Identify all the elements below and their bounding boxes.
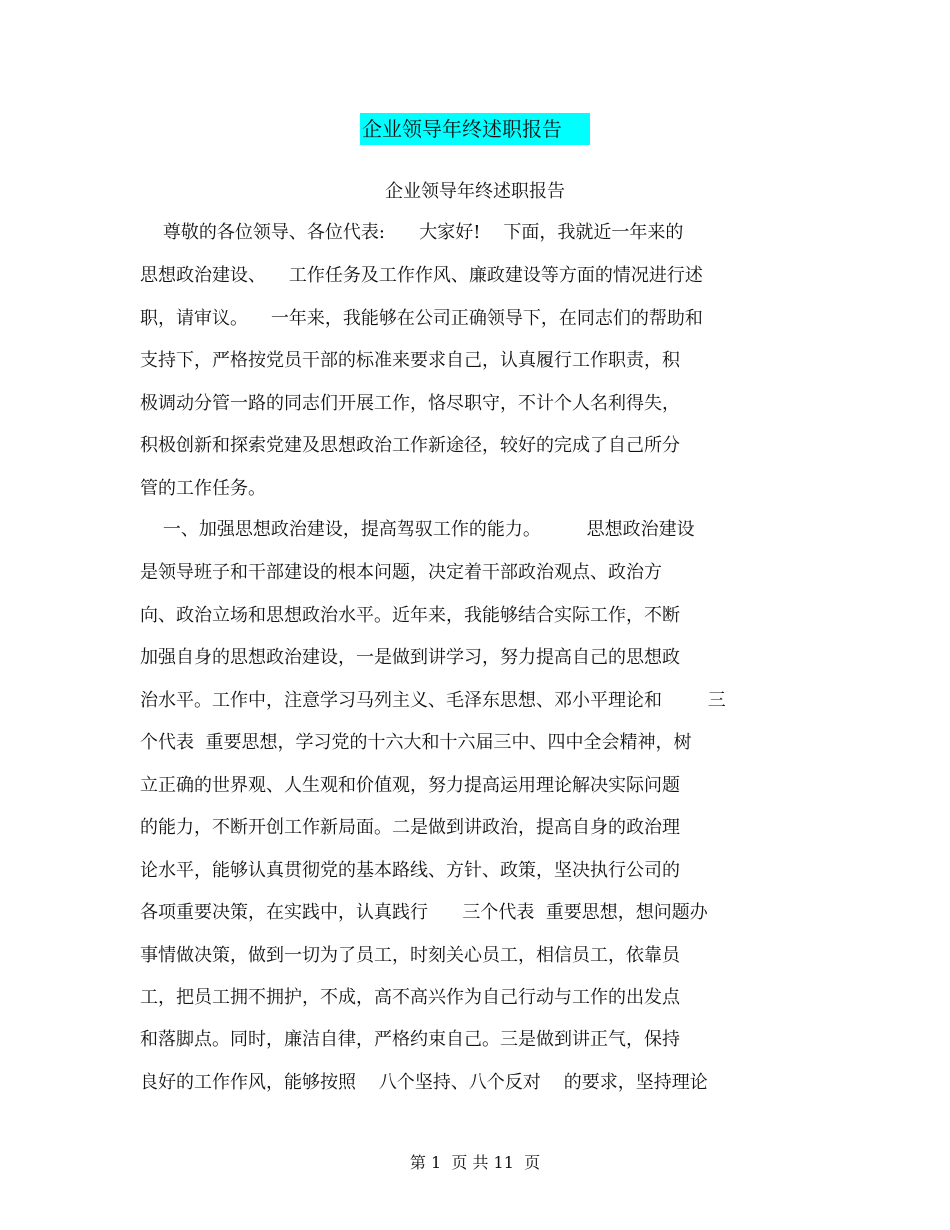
body-line: 管的工作任务。 bbox=[140, 478, 266, 499]
body-line: 个代表 重要思想，学习党的十六大和十六届三中、四中全会精神，树 bbox=[140, 732, 692, 753]
body-line: 极调动分管一路的同志们开展工作，恪尽职守，不计个人名利得失， bbox=[140, 393, 680, 414]
body-line: 职，请审议。 一年来，我能够在公司正确领导下，在同志们的帮助和 bbox=[140, 308, 703, 329]
body-line: 积极创新和探索党建及思想政治工作新途径，较好的完成了自己所分 bbox=[140, 435, 680, 456]
body-line: 论水平，能够认真贯彻党的基本路线、方针、政策，坚决执行公司的 bbox=[140, 860, 680, 881]
body-line: 加强自身的思想政治建设，一是做到讲学习，努力提高自己的思想政 bbox=[140, 647, 680, 668]
body-line: 立正确的世界观、人生观和价值观，努力提高运用理论解决实际问题 bbox=[140, 775, 680, 796]
body-line: 思想政治建设、 工作任务及工作作风、廉政建设等方面的情况进行述 bbox=[140, 265, 703, 286]
body-line: 是领导班子和干部建设的根本问题，决定着干部政治观点、政治方 bbox=[140, 562, 662, 583]
body-line: 各项重要决策，在实践中，认真践行 三个代表 重要思想，想问题办 bbox=[140, 902, 708, 923]
body-line: 工，把员工拥不拥护，不成，高不高兴作为自己行动与工作的出发点 bbox=[140, 987, 680, 1008]
body-line: 一、加强思想政治建设，提高驾驭工作的能力。 思想政治建设 bbox=[140, 519, 695, 540]
body-line: 治水平。工作中，注意学习马列主义、毛泽东思想、邓小平理论和 三 bbox=[140, 690, 726, 711]
body-line: 良好的工作作风，能够按照 八个坚持、八个反对 的要求，坚持理论 bbox=[140, 1072, 708, 1093]
body-line: 的能力，不断开创工作新局面。二是做到讲政治，提高自身的政治理 bbox=[140, 817, 680, 838]
document-title: 企业领导年终述职报告 bbox=[360, 113, 590, 145]
title-wrap bbox=[0, 113, 950, 145]
body-line: 尊敬的各位领导、各位代表: 大家好! 下面，我就近一年来的 bbox=[140, 222, 684, 243]
body-line: 和落脚点。同时，廉洁自律，严格约束自己。三是做到讲正气，保持 bbox=[140, 1029, 680, 1050]
page-footer: 第 1 页 共 11 页 bbox=[409, 1153, 541, 1172]
document-subtitle: 企业领导年终述职报告 bbox=[385, 181, 565, 202]
body-line: 向、政治立场和思想政治水平。近年来，我能够结合实际工作，不断 bbox=[140, 605, 680, 626]
body-line: 事情做决策，做到一切为了员工，时刻关心员工，相信员工，依靠员 bbox=[140, 945, 680, 966]
body-line: 支持下，严格按党员干部的标准来要求自己，认真履行工作职责，积 bbox=[140, 350, 680, 371]
